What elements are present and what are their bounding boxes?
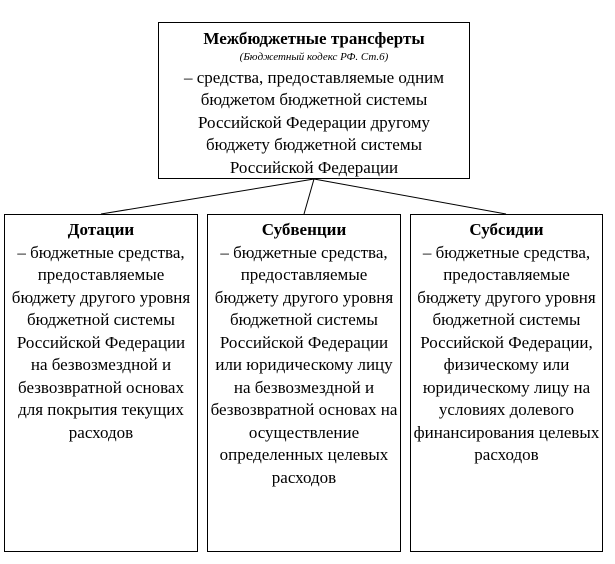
root-description: – средства, предоставляемые одним бюджетом бюджетной системы Российской Федерации другому бюджету бюджетной системы Российской Федерации: [183, 67, 445, 177]
node-dotacii-description: – бюджетные средства, предоставляемые бюджету другого уровня бюджетной системы Российской Федерации на безвозмездной и безвозвратной основах для покрытия текущих расходов: [11, 242, 191, 442]
node-subsidii-title: Субсидии: [469, 220, 544, 239]
root-node-interbudget-transfers: [158, 22, 470, 179]
node-subsidii-description: – бюджетные средства, предоставляемые бюджету другого уровня бюджетной системы Российской Федерации, физическому или юридическому лицу на условиях долевого финансирования целевых расходов: [413, 242, 600, 464]
node-subvencii-description: – бюджетные средства, предоставляемые бюджету другого уровня бюджетной системы Российской Федерации или юридическому лицу на безвозмездной и безвозвратной основах на осуществление определенных целевых расходов: [210, 242, 398, 487]
node-dotacii-title: Дотации: [67, 220, 135, 239]
node-subvencii-title: Субвенции: [261, 220, 347, 239]
node-dotacii: [4, 214, 198, 552]
root-title: Межбюджетные трансферты: [203, 29, 425, 48]
node-subsidii: [410, 214, 603, 552]
connector-root-to-dotacii: [101, 179, 314, 214]
connector-root-to-subvencii: [304, 179, 314, 214]
node-subvencii: [207, 214, 401, 552]
root-source: (Бюджетный кодекс РФ. Ст.6): [239, 50, 389, 63]
connector-root-to-subsidii: [314, 179, 506, 214]
